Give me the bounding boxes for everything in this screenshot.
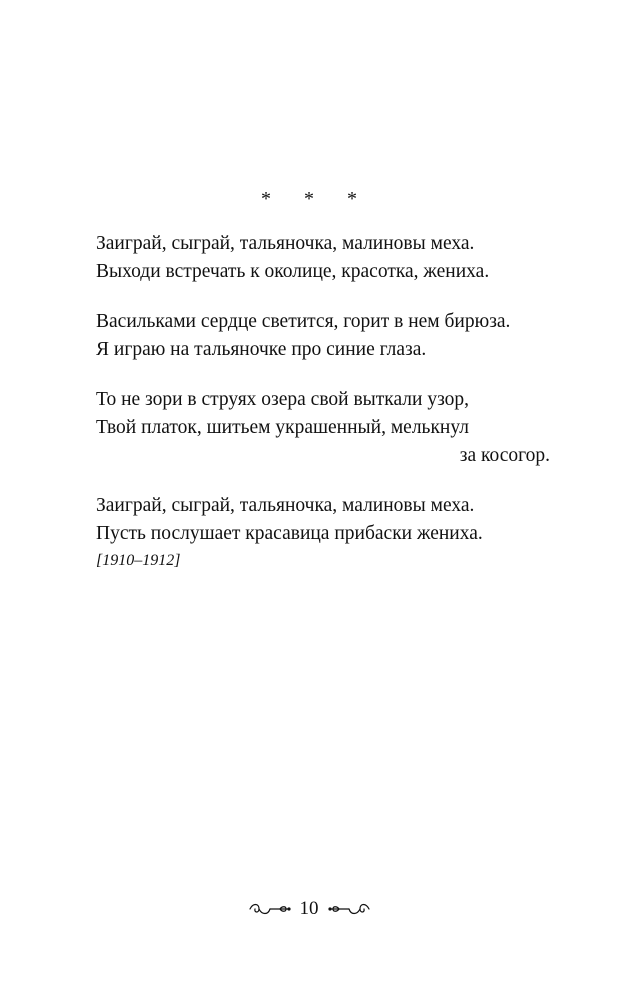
- poem-line: Выходи встречать к околице, красотка, жениха.: [96, 261, 490, 282]
- stanza: [96, 492, 556, 548]
- poem-date: [1910–1912]: [96, 552, 181, 569]
- poem-line: То не зори в струях озера свой выткали узор,: [96, 389, 470, 410]
- page-number: 10: [299, 898, 319, 919]
- poem-line: Я играю на тальяночке про синие глаза.: [96, 339, 427, 360]
- flourish-ornament-icon: [248, 901, 292, 917]
- poem-line: Заиграй, сыграй, тальяночка, малиновы меха.: [96, 233, 475, 254]
- poem-line: Заиграй, сыграй, тальяночка, малиновы меха.: [96, 495, 475, 516]
- stanza: [96, 386, 556, 470]
- flourish-ornament-icon: [327, 901, 371, 917]
- stanza: [96, 230, 556, 286]
- section-divider: * * *: [261, 188, 371, 210]
- poem-line-continuation: за косогор.: [459, 445, 550, 466]
- poem-line: Пусть послушает красавица прибаски жениха.: [96, 523, 483, 544]
- page-footer: [0, 898, 618, 920]
- poem-body: [96, 230, 556, 570]
- poem-line: Твой платок, шитьем украшенный, мелькнул: [96, 417, 469, 438]
- stanza: [96, 308, 556, 364]
- poem-line: Васильками сердце светится, горит в нем бирюза.: [96, 311, 511, 332]
